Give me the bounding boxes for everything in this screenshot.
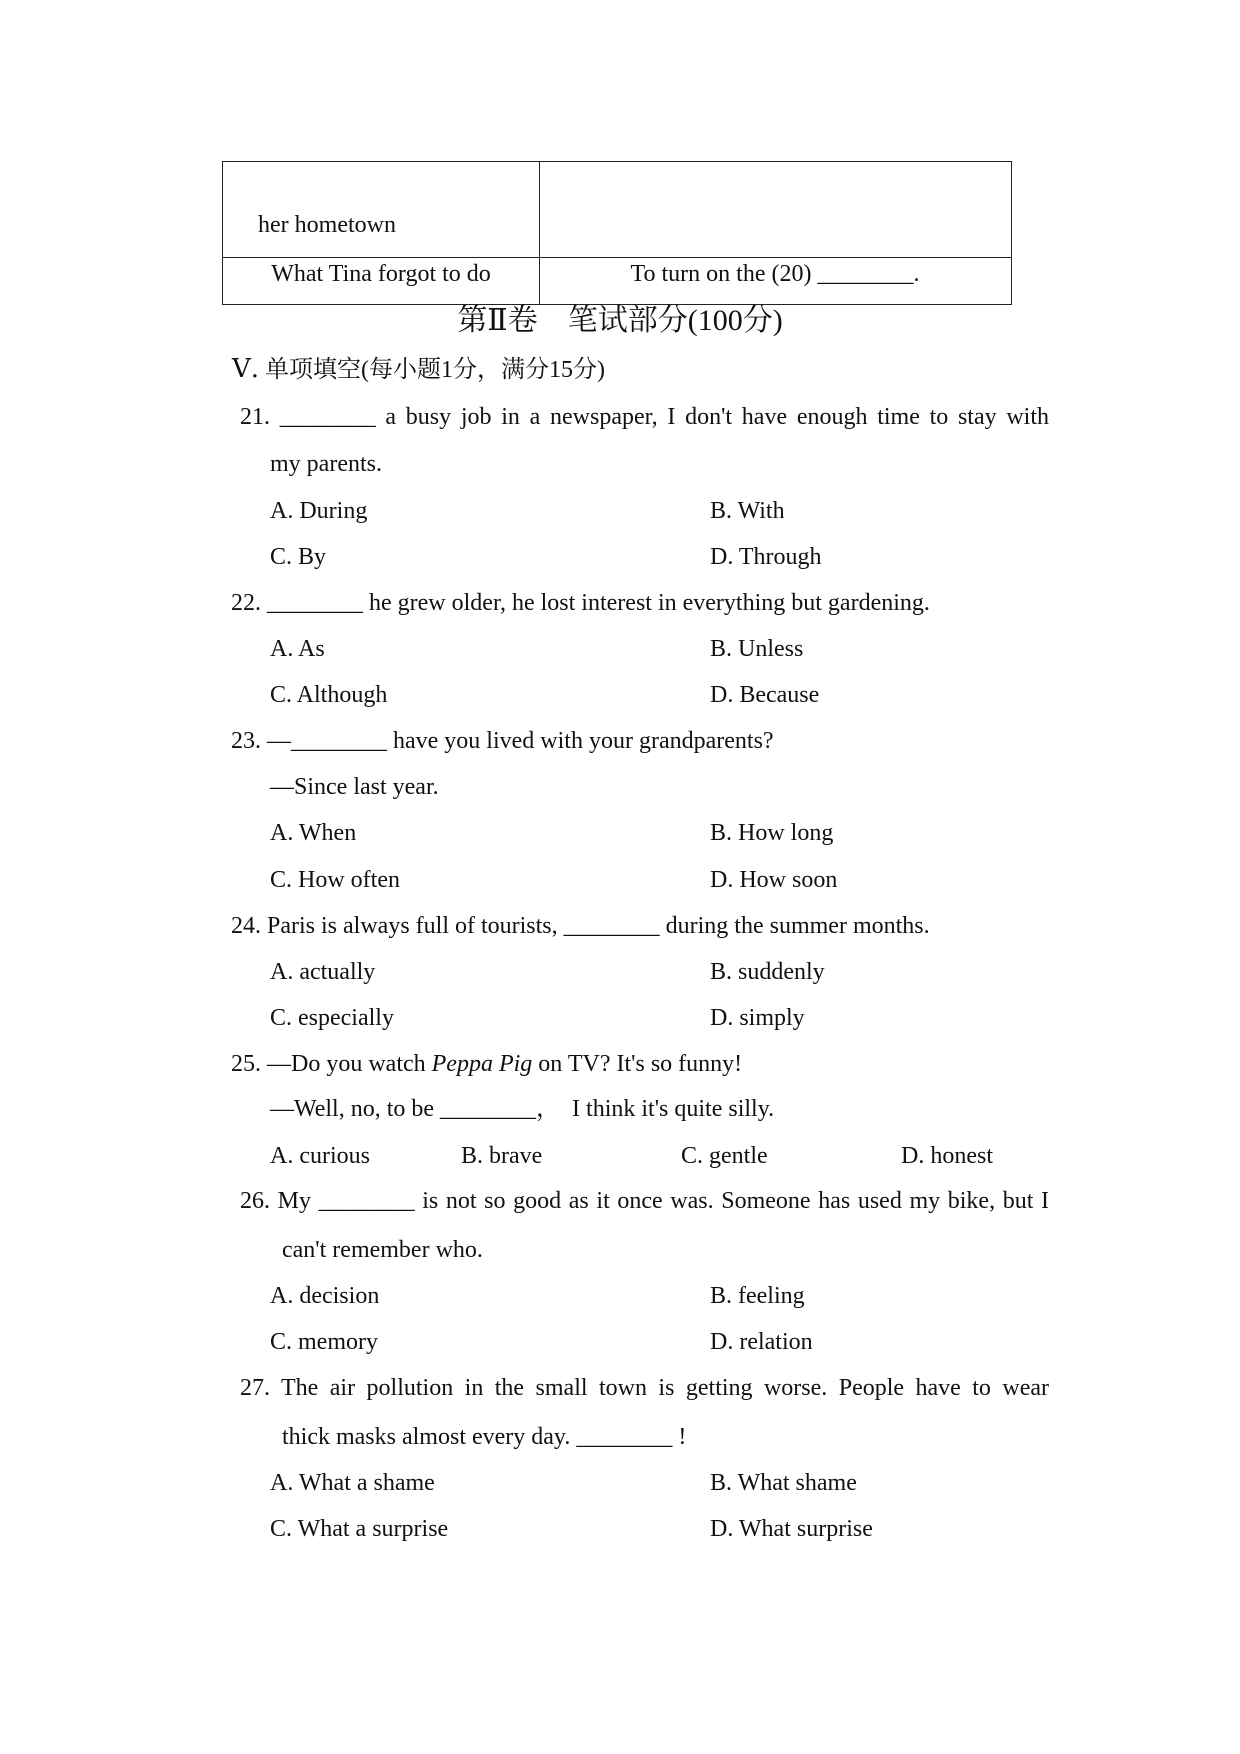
option-27a: A. What a shame: [270, 1470, 435, 1496]
question-24-text: 24. Paris is always full of tourists, ________ during the summer months.: [231, 913, 930, 939]
option-21a: A. During: [270, 498, 368, 524]
option-27c: C. What a surprise: [270, 1516, 449, 1542]
section-title: 第Ⅱ卷 笔试部分(100分): [457, 304, 783, 337]
question-22-text: 22. ________ he grew older, he lost interest in everything but gardening.: [231, 590, 930, 616]
question-27-continuation: thick masks almost every day. ________ !: [282, 1424, 687, 1450]
question-25-text: [231, 1049, 742, 1079]
option-25d: D. honest: [901, 1143, 993, 1169]
question-26-continuation: can't remember who.: [282, 1237, 483, 1263]
table-cell: To turn on the (20) ________.: [630, 261, 920, 287]
question-21-continuation: my parents.: [270, 451, 382, 477]
question-23-text: 23. —________ have you lived with your grandparents?: [231, 728, 774, 754]
option-26a: A. decision: [270, 1283, 380, 1309]
option-23a: A. When: [270, 820, 357, 846]
question-25-response: —Well, no, to be ________， I think it's quite silly.: [270, 1096, 775, 1122]
question-25-title: Peppa Pig: [431, 1051, 533, 1077]
option-21d: D. Through: [710, 544, 822, 570]
option-24d: D. simply: [710, 1005, 805, 1031]
answer-table: [222, 161, 1012, 305]
part-numeral: Ⅴ.: [232, 354, 260, 384]
question-25-text-end: on TV? It's so funny!: [532, 1051, 743, 1077]
option-26c: C. memory: [270, 1329, 378, 1355]
option-22b: B. Unless: [710, 636, 804, 662]
option-27b: B. What shame: [710, 1470, 857, 1496]
question-27-text: 27. The air pollution in the small town is getting worse. People have to wear: [240, 1375, 1049, 1401]
option-27d: D. What surprise: [710, 1516, 873, 1542]
option-24a: A. actually: [270, 959, 376, 985]
option-23b: B. How long: [710, 820, 834, 846]
option-25a: A. curious: [270, 1143, 370, 1169]
option-26d: D. relation: [710, 1329, 813, 1355]
table-cell: her hometown: [258, 212, 396, 238]
question-26-text: 26. My ________ is not so good as it once was. Someone has used my bike, but I: [240, 1188, 1049, 1214]
option-22c: C. Although: [270, 682, 388, 708]
option-21b: B. With: [710, 498, 785, 524]
option-22d: D. Because: [710, 682, 820, 708]
option-25c: C. gentle: [681, 1143, 768, 1169]
part-heading: [232, 354, 605, 385]
option-22a: A. As: [270, 636, 325, 662]
part-heading-text: 单项填空(每小题1分，满分15分): [265, 357, 606, 383]
table-row-divider: [223, 257, 1011, 258]
option-25b: B. brave: [461, 1143, 543, 1169]
question-25-text-start: 25. —Do you watch: [231, 1051, 432, 1077]
option-23c: C. How often: [270, 867, 400, 893]
option-21c: C. By: [270, 544, 327, 570]
option-26b: B. feeling: [710, 1283, 805, 1309]
option-23d: D. How soon: [710, 867, 838, 893]
question-23-response: —Since last year.: [270, 774, 439, 800]
question-21-text: 21. ________ a busy job in a newspaper, I don't have enough time to stay with: [240, 404, 1049, 430]
option-24c: C. especially: [270, 1005, 394, 1031]
option-24b: B. suddenly: [710, 959, 825, 985]
table-cell: What Tina forgot to do: [271, 261, 491, 287]
